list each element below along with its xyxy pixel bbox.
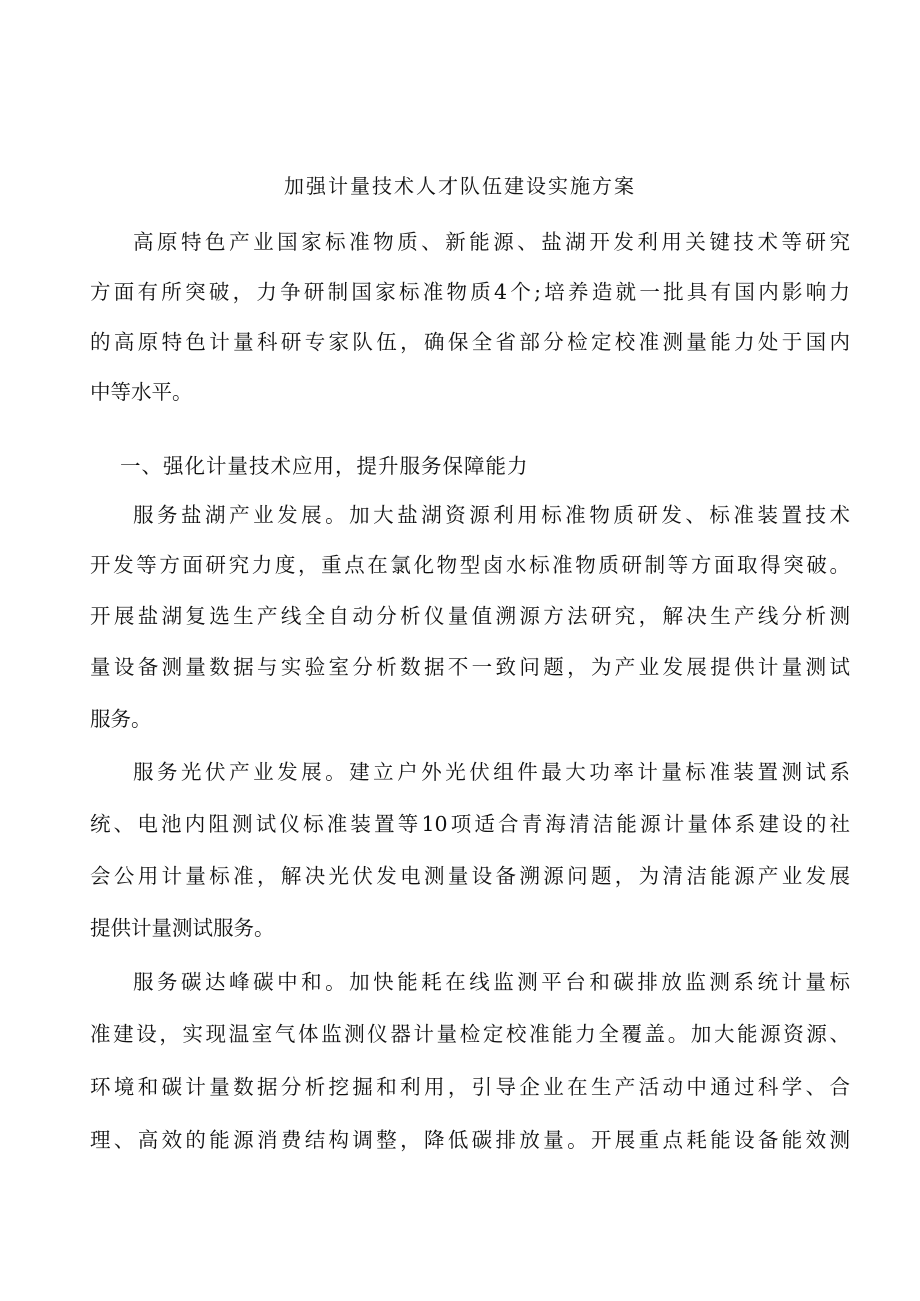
text-line: 会公用计量标准，解决光伏发电测量设备溯源问题，为清洁能源产业发展 — [90, 864, 850, 888]
section-heading: 一、强化计量技术应用，提升服务保障能力 — [120, 454, 529, 478]
text-line: 理、高效的能源消费结构调整，降低碳排放量。开展重点耗能设备能效测 — [90, 1128, 850, 1152]
document-title: 加强计量技术人才队伍建设实施方案 — [284, 174, 636, 198]
text-line: 方面有所突破，力争研制国家标准物质4个;培养造就一批具有国内影响力 — [90, 280, 850, 304]
text-line: 环境和碳计量数据分析挖掘和利用，引导企业在生产活动中通过科学、合 — [90, 1075, 850, 1099]
text-line: 开展盐湖复选生产线全自动分析仪量值溯源方法研究，解决生产线分析测 — [90, 604, 850, 628]
text-line: 中等水平。 — [90, 380, 193, 404]
text-line: 服务碳达峰碳中和。加快能耗在线监测平台和碳排放监测系统计量标 — [133, 970, 850, 994]
text-line: 服务光伏产业发展。建立户外光伏组件最大功率计量标准装置测试系 — [133, 760, 850, 784]
text-line: 提供计量测试服务。 — [90, 916, 275, 940]
text-line: 开发等方面研究力度，重点在氯化物型卤水标准物质研制等方面取得突破。 — [90, 553, 850, 577]
text-line: 服务。 — [90, 707, 152, 731]
text-line: 量设备测量数据与实验室分析数据不一致问题，为产业发展提供计量测试 — [90, 655, 850, 679]
text-line: 服务盐湖产业发展。加大盐湖资源利用标准物质研发、标准装置技术 — [133, 503, 850, 527]
text-line: 高原特色产业国家标准物质、新能源、盐湖开发利用关键技术等研究 — [133, 230, 850, 254]
text-line: 的高原特色计量科研专家队伍，确保全省部分检定校准测量能力处于国内 — [90, 330, 850, 354]
text-line: 统、电池内阻测试仪标准装置等10项适合青海清洁能源计量体系建设的社 — [90, 812, 850, 836]
text-line: 准建设，实现温室气体监测仪器计量检定校准能力全覆盖。加大能源资源、 — [90, 1022, 850, 1046]
